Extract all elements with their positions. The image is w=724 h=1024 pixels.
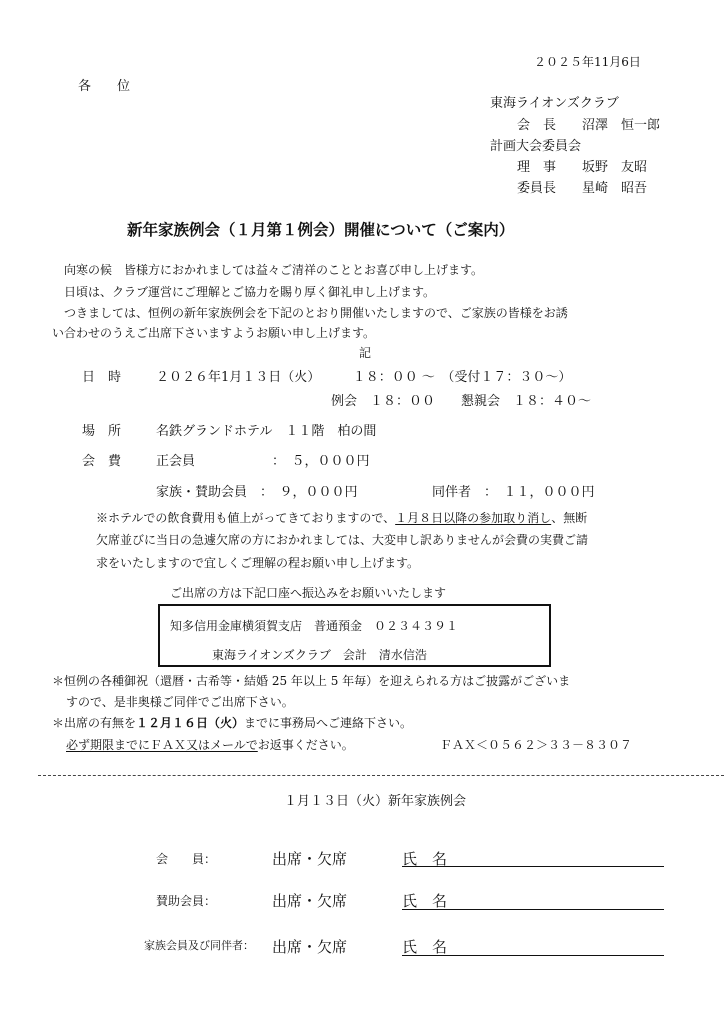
notice-line-1 <box>96 512 587 524</box>
fee-label: 会 費 <box>82 454 122 469</box>
fee-regular-value: ： ５，０００円 <box>272 454 370 469</box>
schedule-times: 例会 １８：００ 懇親会 １８：４０～ <box>331 394 592 409</box>
intro-line-1: 向寒の候 皆様方におかれましては益々ご清祥のこととお喜び申し上げます。 <box>64 263 484 277</box>
chair-name: 委員長 星崎 昭吾 <box>517 181 648 196</box>
note-3-text-b: お返事ください。 <box>257 738 354 752</box>
datetime-value: ２０２６年1月１３日（火） １８：００ ～ （受付１７：３０～） <box>156 370 572 385</box>
notice-text-c: 、無断 <box>551 511 588 525</box>
reply-member-name-line[interactable] <box>402 866 664 867</box>
fee-companion: 同伴者 ： １１，０００円 <box>432 485 595 500</box>
intro-line-3: つきましては、恒例の新年家族例会を下記のとおり開催いたしますので、ご家族の皆様をお誘 <box>64 306 568 320</box>
note-2-text-a: ＊出席の有無を <box>52 716 137 730</box>
bank-account-holder: 東海ライオンズクラブ 会計 清水信浩 <box>212 648 427 662</box>
notice-line-3: 求をいたしますので宜しくご理解の程お願い申し上げます。 <box>96 556 420 570</box>
bank-intro: ご出席の方は下記口座へ振込みをお願いいたします <box>170 586 447 600</box>
venue-label: 場 所 <box>82 424 122 439</box>
fax-number: ＦＡＸ＜０５６２＞３３－８３０７ <box>440 738 633 752</box>
note-3 <box>66 739 354 751</box>
issue-date: ２０２５年11月6日 <box>534 55 641 69</box>
reply-title: １月１３日（火）新年家族例会 <box>284 794 467 809</box>
reply-family-name-line[interactable] <box>402 955 664 956</box>
reply-family-choice[interactable]: 出席・欠席 <box>272 938 348 956</box>
reply-family-name-label: 氏 名 <box>402 938 448 956</box>
reply-supporter-name-line[interactable] <box>402 909 664 910</box>
director-name: 理 事 坂野 友昭 <box>517 160 648 175</box>
intro-line-4: い合わせのうえご出席下さいますようお願い申し上げます。 <box>52 326 376 340</box>
reply-member-label: 会 員： <box>156 852 217 866</box>
rsvp-deadline: １２月１６日（火） <box>136 716 245 730</box>
committee-name: 計画大会委員会 <box>490 139 582 154</box>
reply-family-label: 家族会員及び同伴者： <box>144 939 254 952</box>
reply-member-name-label: 氏 名 <box>402 850 448 868</box>
page-title: 新年家族例会（１月第１例会）開催について（ご案内） <box>127 220 515 239</box>
reply-supporter-name-label: 氏 名 <box>402 892 448 910</box>
note-1-line-2: すので、是非奥様ご同伴でご出席下さい。 <box>66 695 294 709</box>
datetime-label: 日 時 <box>82 370 122 385</box>
reply-supporter-choice[interactable]: 出席・欠席 <box>272 892 348 910</box>
cut-line <box>38 775 724 776</box>
fee-regular-label: 正会員 <box>156 454 196 469</box>
president-name: 会 長 沼澤 恒一郎 <box>517 118 661 133</box>
bank-account: 知多信用金庫横須賀支店 普通預金 ０２３４３９１ <box>170 619 459 633</box>
venue-value: 名鉄グランドホテル １１階 柏の間 <box>156 424 377 439</box>
note-2 <box>52 717 412 729</box>
fee-family: 家族・賛助会員 ： ９，０００円 <box>156 485 358 500</box>
organization-name: 東海ライオンズクラブ <box>490 96 619 111</box>
ki-mark: 記 <box>359 346 372 360</box>
reply-member-choice[interactable]: 出席・欠席 <box>272 850 348 868</box>
note-1-line-1: ＊恒例の各種御祝（還暦・古希等・結婚 25 年以上 5 年毎）を迎えられる方はご披露がございま <box>52 674 571 688</box>
note-3-underlined: 必ず期限までにＦＡＸ又はメールで <box>66 738 258 752</box>
notice-line-2: 欠席並びに当日の急遽欠席の方におかれましては、大変申し訳ありませんが会費の実費ご請 <box>96 533 589 547</box>
reply-supporter-label: 賛助会員： <box>156 894 217 908</box>
recipient: 各 位 <box>78 79 131 94</box>
intro-line-2: 日頃は、クラブ運営にご理解とご協力を賜り厚く御礼申し上げます。 <box>64 285 436 299</box>
note-2-text-c: までに事務局へご連絡下さい。 <box>244 716 413 730</box>
notice-text-a: ※ホテルでの飲食費用も値上がってきておりますので、 <box>96 511 396 525</box>
notice-cancel-deadline: １月８日以降の参加取り消し <box>395 511 552 525</box>
